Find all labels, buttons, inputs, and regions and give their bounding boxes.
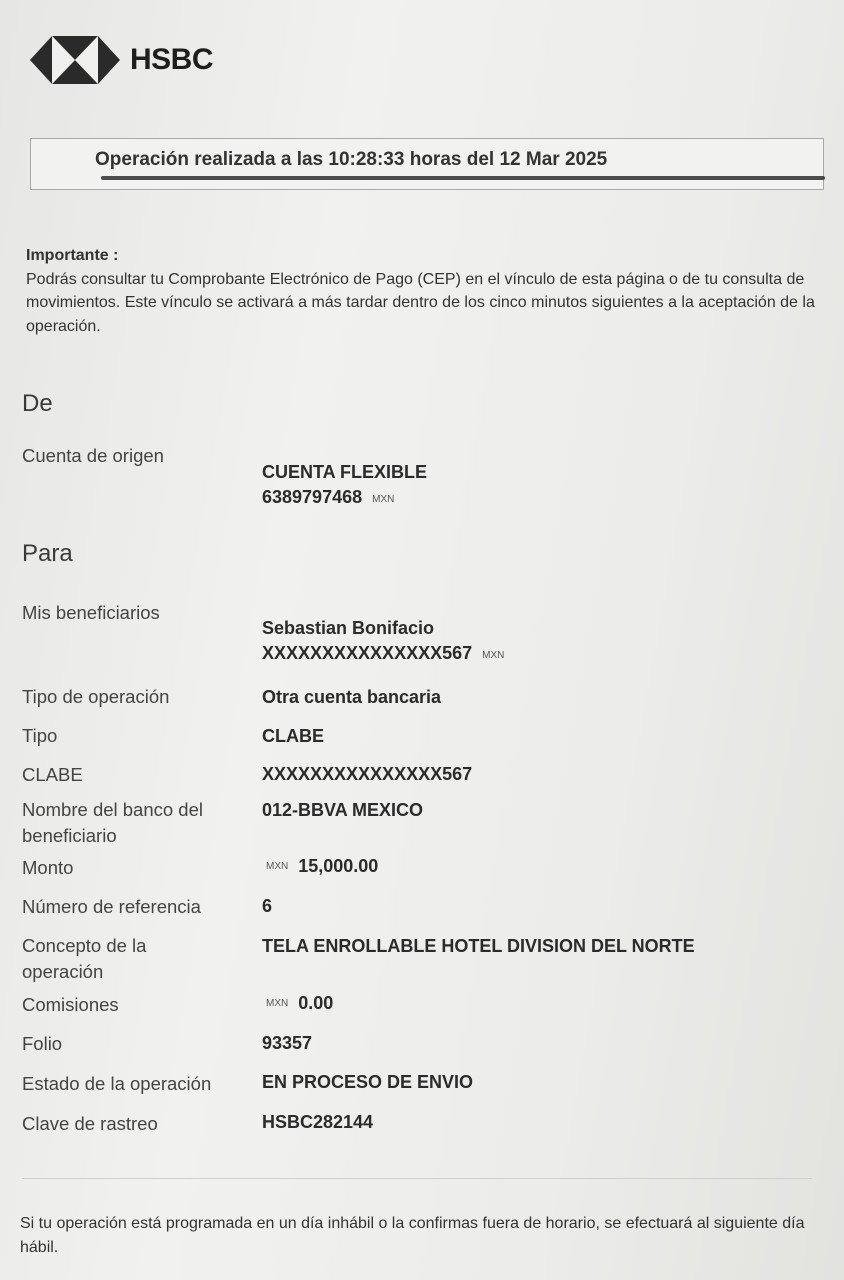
amount-currency: MXN bbox=[266, 861, 289, 872]
important-title: Importante : bbox=[26, 247, 119, 264]
amount-row bbox=[266, 854, 378, 879]
divider bbox=[22, 1178, 812, 1179]
reference: 6 bbox=[262, 896, 273, 916]
folio: 93357 bbox=[262, 1033, 313, 1053]
beneficiary-currency: MXN bbox=[482, 650, 505, 661]
label-commissions: Comisiones bbox=[22, 994, 119, 1015]
amount: 15,000.00 bbox=[298, 856, 379, 876]
section-to: Para bbox=[22, 540, 73, 567]
label-beneficiaries: Mis beneficiarios bbox=[22, 602, 160, 623]
hsbc-hexagon-icon bbox=[30, 36, 120, 84]
label-concept: Concepto de la operación bbox=[22, 935, 147, 982]
banner-underline bbox=[101, 176, 825, 180]
bank-name: 012-BBVA MEXICO bbox=[262, 800, 424, 820]
beneficiary-name: Sebastian Bonifacio bbox=[262, 618, 435, 638]
tracking-key: HSBC282144 bbox=[262, 1112, 374, 1132]
clabe: XXXXXXXXXXXXXXX567 bbox=[262, 764, 473, 784]
commissions-currency: MXN bbox=[266, 998, 289, 1009]
operation-banner bbox=[30, 138, 824, 190]
label-amount: Monto bbox=[22, 857, 74, 878]
label-type: Tipo bbox=[22, 725, 58, 746]
origin-account-name: CUENTA FLEXIBLE bbox=[262, 462, 427, 482]
operation-status: EN PROCESO DE ENVIO bbox=[262, 1072, 474, 1092]
section-from: De bbox=[22, 390, 53, 417]
label-reference: Número de referencia bbox=[22, 896, 201, 917]
operation-timestamp: Operación realizada a las 10:28:33 horas del 12 Mar 2025 bbox=[95, 149, 608, 170]
label-tracking-key: Clave de rastreo bbox=[22, 1113, 158, 1134]
footer-note: Si tu operación está programada en un día inhábil o la confirmas fuera de horario, se efectuará al siguiente día hábil. bbox=[20, 1215, 805, 1256]
important-text: Podrás consultar tu Comprobante Electrónico de Pago (CEP) en el vínculo de esta página o de tu consulta de movimientos. Este vínculo se activará a más tardar dentro de los cinco minutos siguientes a la aceptación de la operación. bbox=[26, 270, 815, 335]
beneficiary-account-row bbox=[262, 641, 504, 668]
label-operation-type: Tipo de operación bbox=[22, 686, 170, 707]
label-operation-status: Estado de la operación bbox=[22, 1073, 212, 1094]
hsbc-logo bbox=[30, 36, 213, 84]
origin-account-number: 6389797468 bbox=[262, 487, 363, 507]
label-bank-name: Nombre del banco del beneficiario bbox=[22, 799, 203, 846]
commissions-row bbox=[266, 991, 333, 1016]
label-folio: Folio bbox=[22, 1033, 63, 1054]
concept: TELA ENROLLABLE HOTEL DIVISION DEL NORTE bbox=[262, 936, 695, 956]
label-origin-account: Cuenta de origen bbox=[22, 445, 164, 466]
important-notice bbox=[26, 244, 826, 338]
origin-currency: MXN bbox=[372, 494, 395, 505]
commissions: 0.00 bbox=[298, 993, 334, 1013]
origin-account-number-row bbox=[262, 485, 394, 512]
type: CLABE bbox=[262, 726, 324, 746]
beneficiary-account: XXXXXXXXXXXXXXX567 bbox=[262, 643, 473, 663]
label-clabe: CLABE bbox=[22, 764, 83, 785]
brand-name: HSBC bbox=[130, 43, 214, 76]
operation-type: Otra cuenta bancaria bbox=[262, 687, 442, 707]
